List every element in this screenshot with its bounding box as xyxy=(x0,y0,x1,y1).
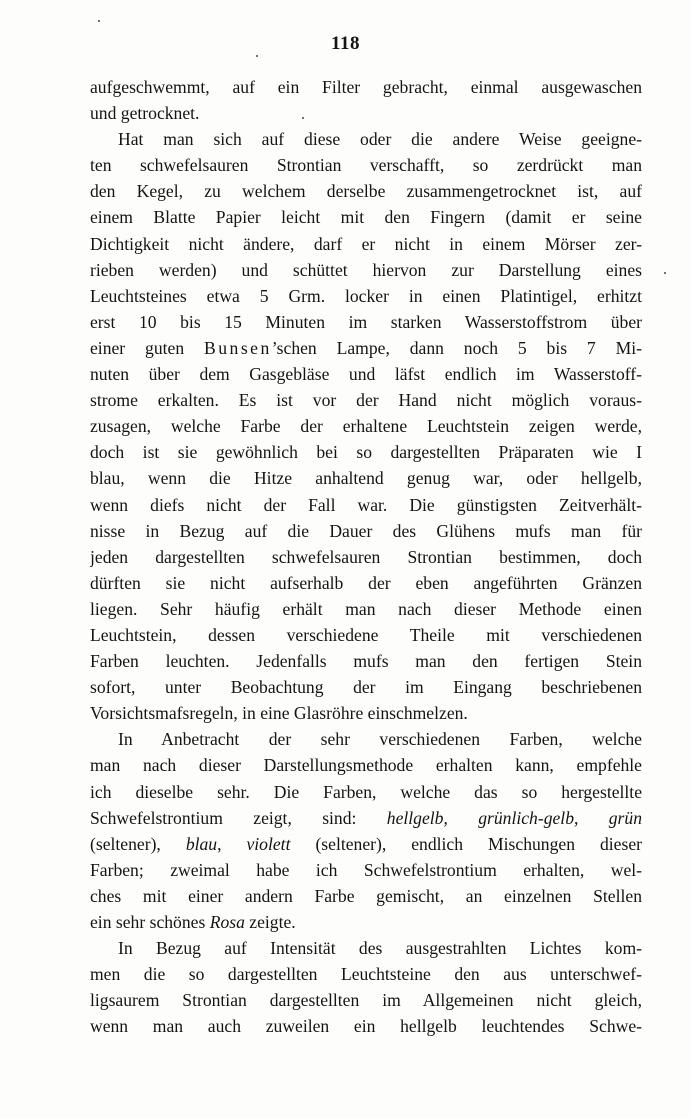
text-line xyxy=(90,570,642,596)
text-segment: nuten über dem Gasgebläse und läfst endlich im Wasserstoff- xyxy=(90,364,642,385)
text-line xyxy=(90,204,642,230)
text-line xyxy=(90,309,642,335)
text-segment: Dichtigkeit nicht ändere, darf er nicht in einem Mörser zer- xyxy=(90,233,642,254)
text-line xyxy=(90,544,642,570)
text-segment: (seltener), xyxy=(90,833,186,854)
text-line xyxy=(90,961,642,987)
emphasized-text: grünlich-gelb xyxy=(478,807,574,828)
text-line xyxy=(90,335,642,361)
text-segment: blau, wenn die Hitze anhaltend genug war, oder hellgelb, xyxy=(90,468,642,489)
text-line xyxy=(90,622,642,648)
text-segment: , xyxy=(574,807,609,828)
text-segment: Schwefelstrontium zeigt, sind: xyxy=(90,807,387,828)
text-segment: nisse in Bezug auf die Dauer des Glühens mufs man für xyxy=(90,520,642,541)
body-text xyxy=(90,74,642,1039)
text-line xyxy=(90,283,642,309)
text-line xyxy=(90,439,642,465)
text-line xyxy=(90,413,642,439)
text-segment: einer guten xyxy=(90,337,204,358)
text-segment: man nach dieser Darstellungsmethode erhalten kann, empfehle xyxy=(90,755,642,776)
text-segment: Leuchtsteines etwa 5 Grm. locker in einen Platintigel, erhitzt xyxy=(90,285,642,306)
text-segment: (seltener), endlich Mischungen dieser xyxy=(290,833,642,854)
text-line xyxy=(90,648,642,674)
speck-mark xyxy=(664,272,666,274)
text-segment: dürften sie nicht aufserhalb der eben angeführten Gränzen xyxy=(90,572,642,593)
text-segment: ches mit einer andern Farbe gemischt, an einzelnen Stellen xyxy=(90,885,642,906)
text-line xyxy=(90,100,642,126)
text-segment: ich dieselbe sehr. Die Farben, welche das so hergestellte xyxy=(90,781,642,802)
emphasized-text: violett xyxy=(246,833,291,854)
text-line xyxy=(90,231,642,257)
text-segment: wenn diefs nicht der Fall war. Die günstigsten Zeitverhält- xyxy=(90,494,642,515)
text-line xyxy=(90,752,642,778)
text-line xyxy=(90,805,642,831)
text-line xyxy=(90,178,642,204)
text-line xyxy=(90,492,642,518)
text-segment: Farben leuchten. Jedenfalls mufs man den fertigen Stein xyxy=(90,651,642,672)
text-line xyxy=(90,361,642,387)
page-number: 118 xyxy=(331,33,360,54)
text-segment: men die so dargestellten Leuchtsteine den aus unterschwef- xyxy=(90,964,642,985)
text-line xyxy=(90,700,642,726)
text-segment: doch ist sie gewöhnlich bei so dargestellten Präparaten wie I xyxy=(90,442,642,463)
text-segment: aufgeschwemmt, auf ein Filter gebracht, einmal ausgewaschen xyxy=(90,77,642,97)
text-segment: jeden dargestellten schwefelsauren Strontian bestimmen, doch xyxy=(90,546,642,567)
text-line xyxy=(90,1013,642,1039)
text-segment: und getrocknet. xyxy=(90,103,200,124)
text-segment: einem Blatte Papier leicht mit den Fingern (damit er seine xyxy=(90,207,642,228)
text-segment: Farben; zweimal habe ich Schwefelstrontium erhalten, wel- xyxy=(90,859,642,880)
text-line xyxy=(90,596,642,622)
text-line xyxy=(90,257,642,283)
text-segment: rieben werden) und schüttet hiervon zur Darstellung eines xyxy=(90,259,642,280)
text-segment: liegen. Sehr häufig erhält man nach dieser Methode einen xyxy=(90,598,642,619)
emphasized-text: hellgelb xyxy=(386,807,444,828)
text-line xyxy=(90,674,642,700)
text-segment: ’schen Lampe, dann noch 5 bis 7 Mi- xyxy=(271,337,642,358)
text-line xyxy=(90,74,642,100)
text-segment: sofort, unter Beobachtung der im Eingang beschriebenen xyxy=(90,677,642,698)
text-segment: ligsaurem Strontian dargestellten im Allgemeinen nicht gleich, xyxy=(90,990,642,1011)
text-segment: , xyxy=(443,807,479,828)
spaced-name: Bunsen xyxy=(204,337,272,358)
text-segment: Vorsichtsmafsregeln, in eine Glasröhre einschmelzen. xyxy=(90,703,468,724)
text-line xyxy=(90,883,642,909)
text-segment: , xyxy=(217,833,247,854)
text-line xyxy=(90,726,642,752)
text-segment: wenn man auch zuweilen ein hellgelb leuchtendes Schwe- xyxy=(90,1016,642,1037)
text-line xyxy=(90,779,642,805)
text-segment: zeigte. xyxy=(244,912,296,932)
text-segment: zusagen, welche Farbe der erhaltene Leuchtstein zeigen werde, xyxy=(90,416,642,437)
text-segment: In Bezug auf Intensität des ausgestrahlten Lichtes kom- xyxy=(118,938,642,959)
text-segment: Leuchtstein, dessen verschiedene Theile mit verschiedenen xyxy=(90,624,642,645)
text-segment: den Kegel, zu welchem derselbe zusammengetrocknet ist, auf xyxy=(90,181,642,202)
speck-mark xyxy=(98,20,100,22)
text-segment: In Anbetracht der sehr verschiedenen Farben, welche xyxy=(118,729,642,750)
text-line xyxy=(90,126,642,152)
text-line xyxy=(90,831,642,857)
text-segment: ein sehr schönes xyxy=(90,912,210,932)
text-line xyxy=(90,909,642,935)
text-line xyxy=(90,518,642,544)
text-line xyxy=(90,152,642,178)
text-line xyxy=(90,465,642,491)
text-line xyxy=(90,935,642,961)
emphasized-text: Rosa xyxy=(209,912,245,932)
text-segment: erst 10 bis 15 Minuten im starken Wasserstoffstrom über xyxy=(90,311,642,332)
text-line xyxy=(90,387,642,413)
emphasized-text: grün xyxy=(608,807,642,828)
text-segment: strome erkalten. Es ist vor der Hand nicht möglich voraus- xyxy=(90,390,642,411)
text-segment: Hat man sich auf diese oder die andere Weise geeigne- xyxy=(118,129,642,150)
speck-mark xyxy=(256,55,258,57)
text-segment: ten schwefelsauren Strontian verschafft, so zerdrückt man xyxy=(90,155,642,176)
text-line xyxy=(90,987,642,1013)
emphasized-text: blau xyxy=(185,833,218,854)
text-line xyxy=(90,857,642,883)
speck-mark xyxy=(302,117,304,119)
